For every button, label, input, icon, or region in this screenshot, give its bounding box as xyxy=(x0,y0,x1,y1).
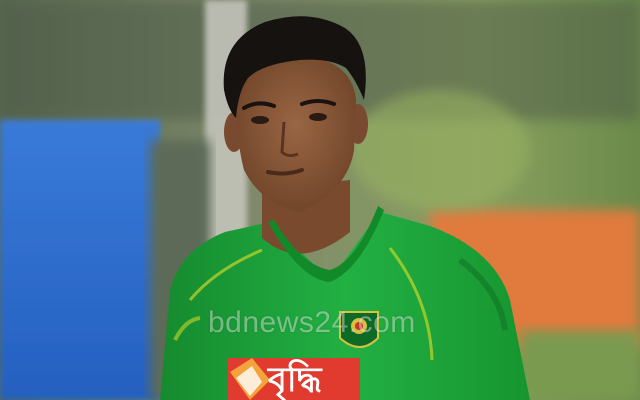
sponsor-text: বৃদ্ধি xyxy=(268,360,322,400)
watermark-text: bdnews24.com xyxy=(208,306,416,339)
blue-board xyxy=(0,120,160,400)
